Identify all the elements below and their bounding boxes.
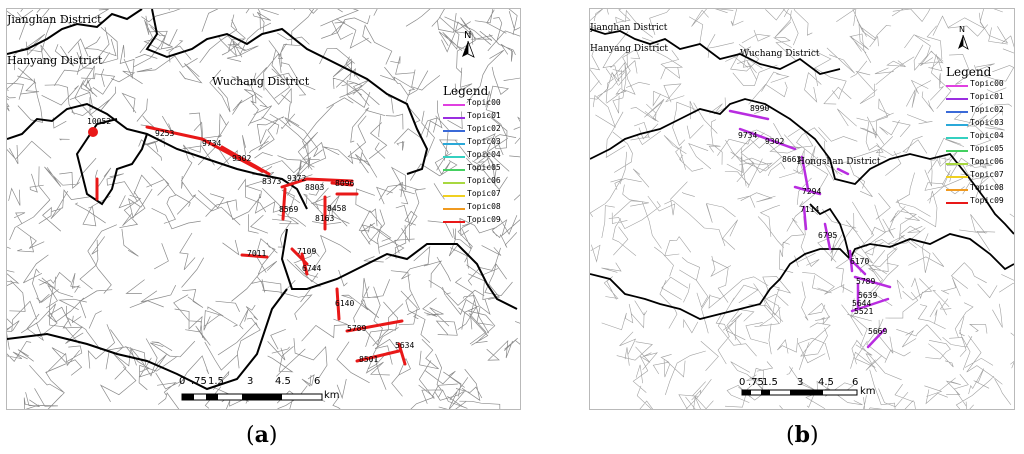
legend-swatch [946,176,968,178]
scale-unit: km [324,390,340,401]
legend-label: Topic08 [970,183,1004,192]
north-label: N [959,25,965,34]
segment-label: 8803 [305,183,325,192]
legend-title: Legend [443,84,489,98]
scale-label: 6 [852,377,859,388]
legend-item [443,150,501,163]
red-marker [88,127,98,137]
legend-title: Legend [946,65,992,79]
map-panel-b [589,8,1015,410]
segment-label: 8458 [327,204,347,213]
segment-label: 9253 [155,129,175,138]
caption-b: (b) [786,422,819,448]
segment-label: 5789 [347,324,367,333]
scale-label: 6 [314,376,321,387]
segment-label: 5639 [858,291,878,300]
legend-swatch [443,195,465,197]
segment-label: 9372 [287,174,307,183]
segment-label: 5669 [868,327,888,336]
legend-label: Topic08 [467,202,501,211]
district-label: Jianghan District [590,23,668,33]
segment-label: 8501 [359,355,379,364]
legend-swatch [443,221,465,223]
scale-label: .75 [748,377,764,388]
legend-label: Topic09 [467,215,501,224]
district-label: Wuchang District [212,75,310,88]
legend-label: Topic02 [970,105,1004,114]
scale-label: 1.5 [762,377,778,388]
legend-item [946,183,1004,196]
segment-label: 7114 [800,205,820,214]
segment-label: 8373 [262,177,282,186]
segment-label: 9302 [232,154,252,163]
caption-letter: a [254,422,269,448]
legend-item [443,202,501,215]
caption-letter: b [794,422,810,448]
segment-label: 5789 [856,277,876,286]
segment-label: 10052 [87,117,112,126]
legend-swatch [946,98,968,100]
legend-swatch [946,189,968,191]
legend-swatch [946,202,968,204]
legend-item [443,189,501,202]
legend-label: Topic01 [467,111,501,120]
segment-label: 6140 [335,299,355,308]
segment-label: 8990 [750,104,770,113]
legend-label: Topic07 [467,189,501,198]
legend-label: Topic04 [970,131,1004,140]
scale-bar [182,394,322,400]
legend-item [946,144,1004,157]
segment-label: 6744 [302,264,322,273]
legend-item [946,170,1004,183]
segment-label: 7109 [297,247,317,256]
legend-swatch [443,104,465,106]
segment-label: 6170 [850,257,870,266]
legend-item [946,118,1004,131]
segment-label: 5634 [395,341,415,350]
legend-swatch [946,137,968,139]
scale-label: 0 [739,377,746,388]
legend-label: Topic06 [970,157,1004,166]
district-label: Hanyang District [7,54,103,67]
segment-label: 8569 [279,205,299,214]
legend-label: Topic07 [970,170,1004,179]
legend-label: Topic00 [970,79,1004,88]
district-label: Wuchang District [740,49,820,59]
legend [946,65,1004,209]
legend-item [946,79,1004,92]
scale-label: 0 [179,376,186,387]
legend-label: Topic05 [970,144,1004,153]
legend-swatch [946,85,968,87]
legend-swatch [946,111,968,113]
segment-label: 9734 [202,139,222,148]
district-label: Jianghan District [7,13,102,26]
legend-item [946,131,1004,144]
legend-swatch [443,117,465,119]
segment-label: 5521 [854,307,874,316]
north-label: N [464,30,472,41]
legend-swatch [443,208,465,210]
scale-unit: km [860,386,876,397]
legend-swatch [443,182,465,184]
legend-item [443,124,501,137]
scale-label: .75 [191,376,207,387]
district-label: Hongshan District [797,157,881,167]
scale-bar [742,390,857,395]
legend-item [946,157,1004,170]
segment-label: 8163 [315,214,335,223]
legend-item [946,105,1004,118]
segment-label: 7294 [802,187,822,196]
legend-swatch [443,156,465,158]
segment-label: 9302 [765,137,785,146]
legend-swatch [443,143,465,145]
legend-swatch [443,130,465,132]
district-label: Hanyang District [590,44,669,54]
topic-segment [283,189,285,219]
scale-label: 4.5 [275,376,291,387]
scale-label: 3 [797,377,804,388]
legend-label: Topic02 [467,124,501,133]
scale-label: 4.5 [818,377,834,388]
legend-item [946,92,1004,105]
legend-item [946,196,1004,209]
segment-label: 8663 [782,155,802,164]
caption-a: (a) [246,422,278,448]
scale-label: 3 [247,376,254,387]
legend-item [443,137,501,150]
legend-label: Topic03 [467,137,501,146]
legend-swatch [946,163,968,165]
segment-label: 9734 [738,131,758,140]
segment-label: 7011 [247,249,267,258]
legend-swatch [946,150,968,152]
legend-label: Topic03 [970,118,1004,127]
segment-label: 5644 [852,299,872,308]
legend-label: Topic01 [970,92,1004,101]
legend-swatch [443,169,465,171]
scale-label: 1.5 [208,376,224,387]
legend-label: Topic06 [467,176,501,185]
legend-swatch [946,124,968,126]
legend-item [443,215,501,228]
segment-label: 6795 [818,231,838,240]
legend-item [443,176,501,189]
north-arrow-icon [958,35,968,49]
legend-item [443,163,501,176]
legend-label: Topic04 [467,150,501,159]
map-panel-a [6,8,521,410]
legend-item [443,111,501,124]
legend-label: Topic09 [970,196,1004,205]
legend-label: Topic05 [467,163,501,172]
legend-label: Topic00 [467,98,501,107]
segment-label: 8096 [335,179,355,188]
legend [443,84,501,228]
legend-item [443,98,501,111]
